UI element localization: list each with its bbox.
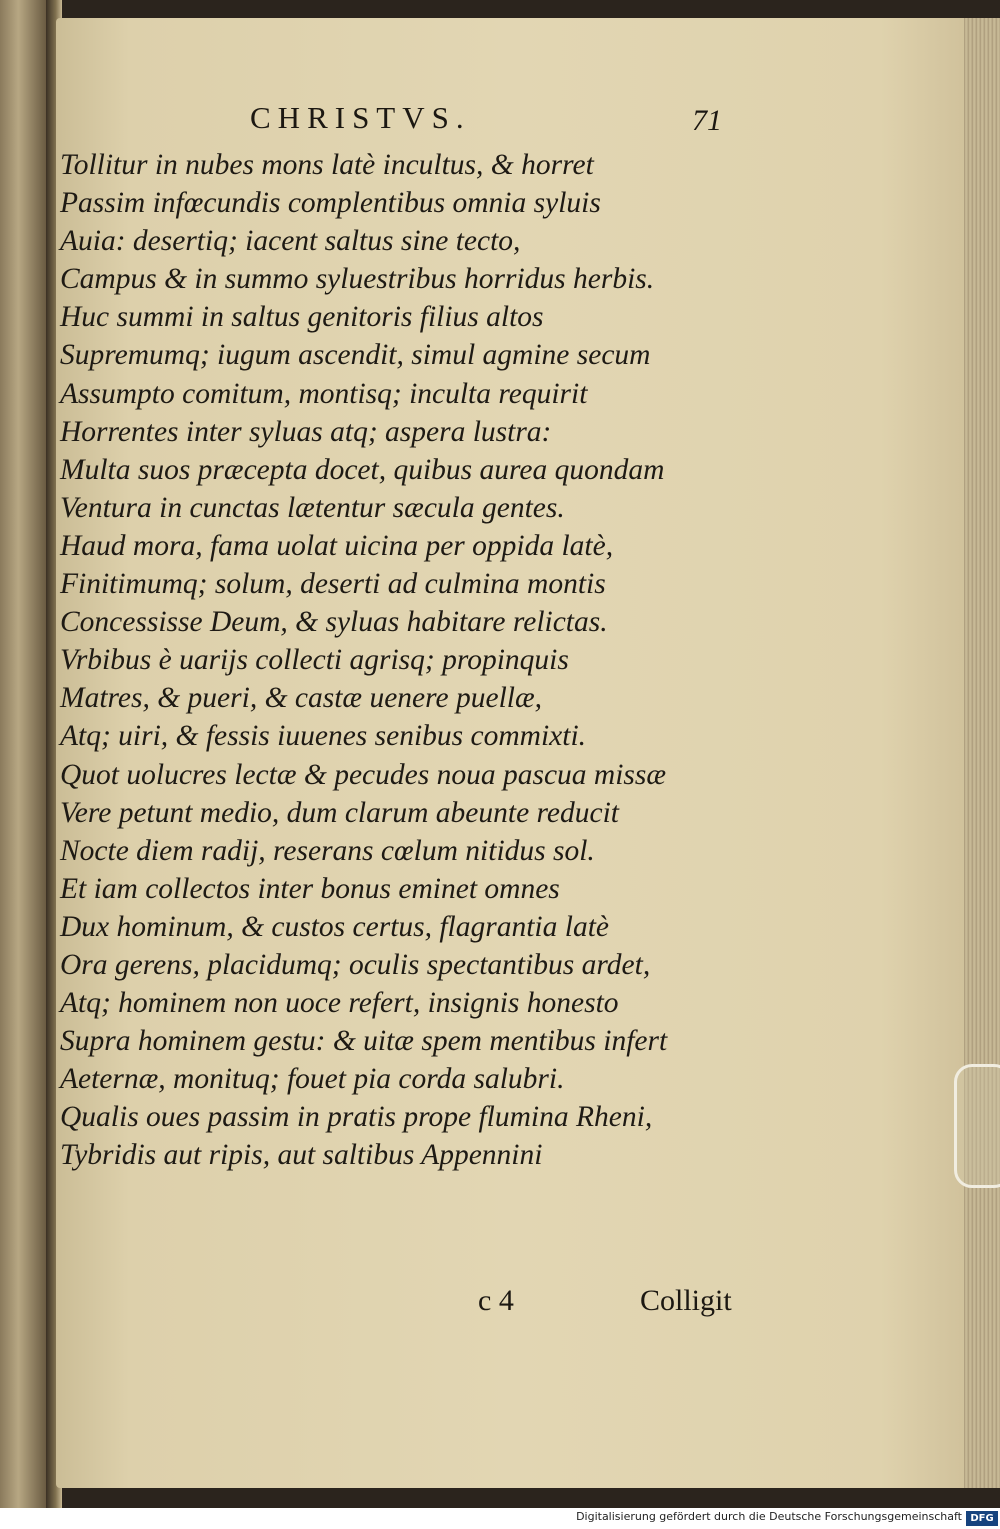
verse-line: Nocte diem radij, reserans cœlum nitidus sol. [60, 834, 595, 867]
verse-line: Tollitur in nubes mons latè incultus, & horret [60, 149, 594, 181]
page-stack-edge [964, 18, 1000, 1488]
running-head: CHRISTVS. [250, 100, 471, 135]
catchword: Colligit [640, 1284, 732, 1317]
verse-line: Vere petunt medio, dum clarum abeunte reducit [60, 796, 620, 829]
verse-block [60, 146, 760, 1175]
verse-line: Tybridis aut ripis, aut saltibus Appennini [60, 1139, 543, 1172]
verse-line: Huc summi in saltus genitoris filius altos [60, 301, 544, 334]
page-number: 71 [692, 104, 722, 137]
clip-tab [954, 1064, 1000, 1188]
verse-line: Haud mora, fama uolat uicina per oppida latè, [60, 529, 614, 562]
verse-line: Finitimumq; solum, deserti ad culmina montis [60, 568, 606, 601]
verse-line: Auia: desertiq; iacent saltus sine tecto, [60, 225, 521, 258]
verse-line: Supremumq; iugum ascendit, simul agmine secum [60, 339, 651, 372]
signature-mark: c 4 [478, 1284, 514, 1317]
verse-line: Assumpto comitum, montisq; inculta requirit [60, 377, 588, 410]
verse-line: Campus & in summo syluestribus horridus herbis. [60, 263, 655, 296]
verse-line: Et iam collectos inter bonus eminet omnes [60, 872, 560, 905]
verse-line: Aeternæ, monituq; fouet pia corda salubri. [60, 1063, 565, 1096]
funding-credit: Digitalisierung gefördert durch die Deutsche Forschungsgemeinschaft [576, 1510, 962, 1523]
footer-bar [0, 1508, 1000, 1529]
verse-line: Vrbibus è uarijs collecti agrisq; propinquis [60, 644, 569, 677]
verse-line: Qualis oues passim in pratis prope flumina Rheni, [60, 1101, 653, 1134]
verse-line: Dux hominum, & custos certus, flagrantia latè [60, 910, 609, 943]
verse-line: Multa suos præcepta docet, quibus aurea quondam [60, 453, 665, 486]
verse-line: Ventura in cunctas lætentur sæcula gentes. [60, 491, 565, 524]
verse-line: Passim infœcundis complentibus omnia syluis [60, 187, 601, 220]
verse-line: Ora gerens, placidumq; oculis spectantibus ardet, [60, 948, 651, 981]
verse-line: Quot uolucres lectæ & pecudes noua pascua missæ [60, 758, 667, 791]
verse-line: Supra hominem gestu: & uitæ spem mentibus infert [60, 1025, 668, 1058]
dfg-logo: DFG [966, 1511, 998, 1526]
verse-line: Matres, & pueri, & castæ uenere puellæ, [60, 682, 543, 715]
verse-line: Concessisse Deum, & syluas habitare relictas. [60, 606, 608, 639]
facing-page-edge [0, 0, 46, 1508]
verse-line: Atq; uiri, & fessis iuuenes senibus commixti. [60, 720, 587, 753]
verse-line: Horrentes inter syluas atq; aspera lustra: [60, 415, 552, 448]
verse-line: Atq; hominem non uoce refert, insignis honesto [60, 987, 619, 1020]
